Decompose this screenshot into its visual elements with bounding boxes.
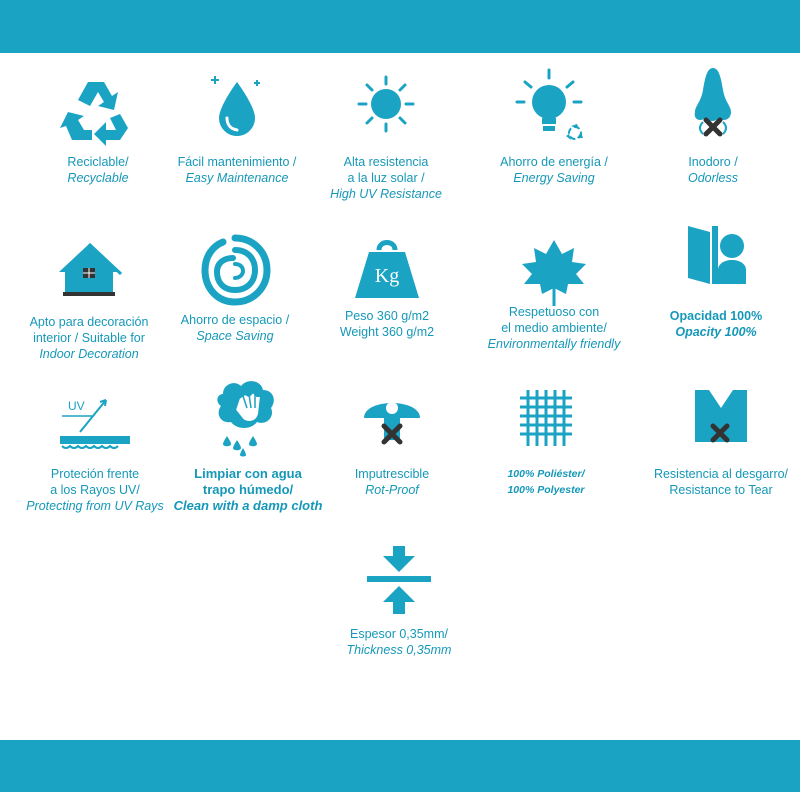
bottom-banner xyxy=(0,740,800,792)
indoor-en: Indoor Decoration xyxy=(39,347,139,361)
sun-icon xyxy=(291,62,481,162)
thickness-es: Espesor 0,35mm/ xyxy=(350,627,448,641)
space-en: Space Saving xyxy=(196,329,274,343)
top-banner xyxy=(0,0,800,53)
odorless-es: Inodoro / xyxy=(688,155,738,169)
maintenance-en: Easy Maintenance xyxy=(185,171,289,185)
uv-text: UV xyxy=(68,399,85,413)
uv-protect-en: Protecting from UV Rays xyxy=(26,499,164,513)
rot-es: Imputrescible xyxy=(354,467,430,481)
tear-en: Resistance to Tear xyxy=(669,483,773,497)
energy-es: Ahorro de energía / xyxy=(500,155,608,169)
polyester-es: 100% Poliéster/ xyxy=(507,468,585,480)
opacity-icon xyxy=(621,222,800,322)
clean-es2: trapo húmedo/ xyxy=(202,482,294,497)
weight-kg-text: Kg xyxy=(374,265,400,287)
uv-protect-es2: a los Rayos UV/ xyxy=(50,483,140,497)
uv-resistance-es1: Alta resistencia xyxy=(343,155,429,169)
maintenance-es: Fácil mantenimiento / xyxy=(177,155,297,169)
eco-en: Environmentally friendly xyxy=(487,337,621,351)
opacity-es: Opacidad 100% xyxy=(669,309,763,323)
eco-es1: Respetuoso con xyxy=(508,305,600,319)
weight-es: Peso 360 g/m2 xyxy=(344,309,430,323)
energy-en: Energy Saving xyxy=(513,171,595,185)
rot-en: Rot-Proof xyxy=(365,483,419,497)
odorless-en: Odorless xyxy=(687,171,739,185)
uv-resistance-en: High UV Resistance xyxy=(330,187,442,201)
tear-es: Resistencia al desgarro/ xyxy=(653,467,789,481)
opacity-en: Opacity 100% xyxy=(675,325,757,339)
nose-crossed-icon xyxy=(618,62,800,162)
indoor-es: Apto para decoración xyxy=(29,315,149,329)
uv-protect-es1: Proteción frente xyxy=(50,467,140,481)
recyclable-es: Reciclable/ xyxy=(67,155,129,169)
eco-es2: el medio ambiente/ xyxy=(501,321,607,335)
clean-en: Clean with a damp cloth xyxy=(173,498,323,513)
recyclable-en: Recyclable xyxy=(67,171,129,185)
polyester-en: 100% Polyester xyxy=(507,484,585,496)
uv-resistance-es2: a la luz solar / xyxy=(347,171,425,185)
clean-es1: Limpiar con agua xyxy=(194,466,302,481)
space-es: Ahorro de espacio / xyxy=(180,313,290,327)
indoor-mixed: interior / Suitable for xyxy=(33,331,145,345)
weight-en: Weight 360 g/m2 xyxy=(339,325,435,339)
thickness-en: Thickness 0,35mm xyxy=(346,643,452,657)
thickness-arrows-icon xyxy=(304,540,494,640)
